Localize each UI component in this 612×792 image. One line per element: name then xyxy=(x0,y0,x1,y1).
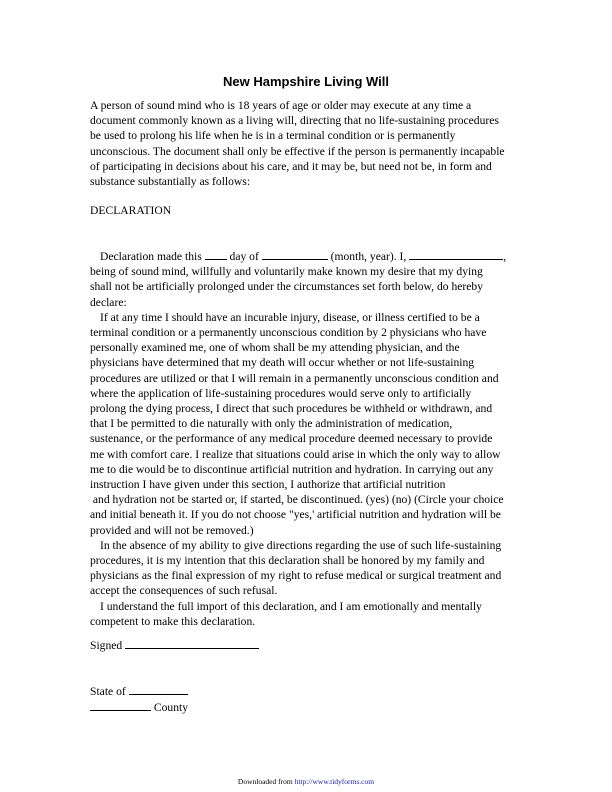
para2-line: procedures are utilized or that I will remain in a permanently unconscious condition and xyxy=(90,371,499,385)
para2-line: and hydration not be started or, if started, be discontinued. (yes) (no) (Circle your choice xyxy=(90,493,504,507)
signed-line xyxy=(90,637,530,653)
declaration-body xyxy=(90,248,530,629)
para3-line: accept the consequences of such refusal. xyxy=(90,584,278,598)
declaration-text: , xyxy=(503,250,507,263)
para4-line: competent to make this declaration. xyxy=(90,614,256,628)
para2-line: that I be permitted to die naturally with only the administration of medication, xyxy=(90,417,453,431)
state-label: State of xyxy=(90,685,129,698)
para2-line: physicians have determined that my death will occur whether or not life-sustaining xyxy=(90,356,475,370)
intro-line: unconscious. The document shall only be effective if the person is permanently incapable xyxy=(90,144,505,158)
para1-line: shall not be artificially prolonged under the circumstances set forth below, do hereby xyxy=(90,280,483,294)
footer-prefix: Downloaded from xyxy=(237,777,295,786)
declaration-text: (month, year). I, xyxy=(327,250,410,263)
declaration-text: day of xyxy=(226,250,262,263)
para3-line: In the absence of my ability to give directions regarding the use of such life-sustaining xyxy=(100,538,502,552)
county-blank[interactable] xyxy=(90,699,151,711)
intro-line: A person of sound mind who is 18 years of age or older may execute at any time a xyxy=(90,99,472,112)
name-blank[interactable] xyxy=(409,248,503,260)
para2-line: me to die would be to discontinue artificial nutrition and hydration. In carrying out any xyxy=(90,462,494,476)
para2-line: instruction I have given under this section, I authorize that artificial nutrition xyxy=(90,478,446,492)
signature-section xyxy=(90,637,530,653)
para2-line: and initial beneath it. If you do not choose "yes,' artificial nutrition and hydration will be xyxy=(90,508,501,522)
para4-line: I understand the full import of this declaration, and I am emotionally and mentally xyxy=(100,599,482,613)
footer-link[interactable]: http://www.tidyforms.com xyxy=(294,777,375,786)
para2-line: If at any time I should have an incurable injury, disease, or illness certified to be a xyxy=(100,310,480,324)
day-blank[interactable] xyxy=(205,248,227,260)
county-line xyxy=(90,699,530,715)
footer xyxy=(0,777,612,786)
declaration-heading-wrap xyxy=(90,203,530,218)
document-title: New Hampshire Living Will xyxy=(222,74,390,89)
signature-blank[interactable] xyxy=(125,637,259,649)
para2-line: personally examined me, one of whom shall be my attending physician, and the xyxy=(90,341,460,355)
para1-line: being of sound mind, willfully and voluntarily make known my desire that my dying xyxy=(90,265,483,279)
intro-line: document commonly known as a living will, directing that no life-sustaining procedures xyxy=(90,114,499,128)
para2-line: me with comfort care. I realize that situations could arise in which the only way to allow xyxy=(90,447,501,461)
state-county-section xyxy=(90,683,530,715)
intro-paragraph xyxy=(90,98,530,189)
state-line xyxy=(90,683,530,699)
para2-line: prolong the dying process, I direct that such procedures be withheld or withdrawn, and xyxy=(90,402,493,416)
para1-line: declare: xyxy=(90,295,127,309)
declaration-heading: DECLARATION xyxy=(90,204,172,217)
intro-line: of participating in decisions about his care, and it may be, but need not be, in form and xyxy=(90,159,492,173)
para2-line: sustenance, or the performance of any medical procedure deemed necessary to provide xyxy=(90,432,493,446)
intro-line: be used to prolong his life when he is in a terminal condition or is permanently xyxy=(90,129,456,143)
para2-line: terminal condition or a permanently unconscious condition by 2 physicians who have xyxy=(90,326,487,340)
month-year-blank[interactable] xyxy=(262,248,328,260)
signed-label: Signed xyxy=(90,639,126,652)
declaration-text: Declaration made this xyxy=(100,250,205,263)
state-blank[interactable] xyxy=(129,683,188,695)
county-label: County xyxy=(151,701,189,715)
intro-line: substance substantially as follows: xyxy=(90,175,251,189)
para2-line: provided and will not be removed.) xyxy=(90,523,254,537)
para2-line: where the application of life-sustaining procedures would serve only to artificially xyxy=(90,386,472,400)
para3-line: physicians as the final expression of my right to refuse medical or surgical treatment and xyxy=(90,569,502,583)
para3-line: procedures, it is my intention that this declaration shall be honored by my family and xyxy=(90,554,485,568)
declaration-first-line xyxy=(90,248,530,264)
